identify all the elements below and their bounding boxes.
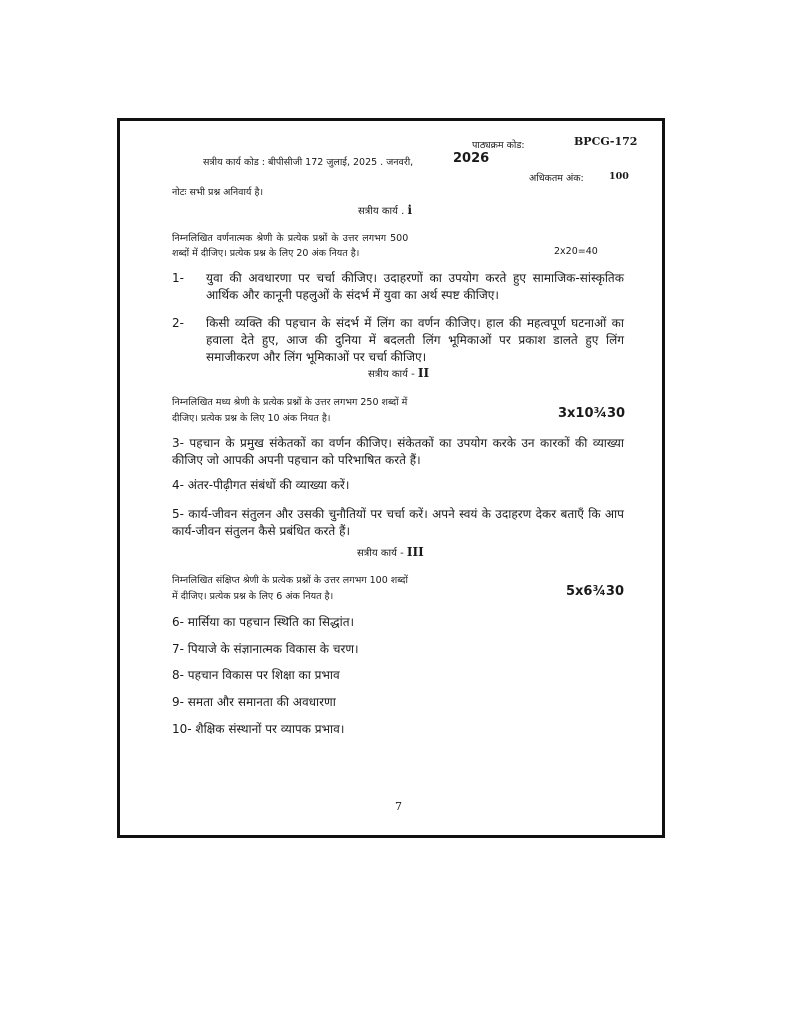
assignment-code-line: सत्रीय कार्य कोड : बीपीसीजी 172 जुलाई, 2025 . जनवरी,	[203, 157, 414, 168]
section-3-instruction-line1: निम्नलिखित संक्षिप्त श्रेणी के प्रत्येक प्रश्नों के उत्तर लगभग 100 शब्दों	[172, 575, 408, 586]
document-page	[117, 118, 665, 838]
course-code-label: पाठ्यक्रम कोड:	[472, 140, 525, 151]
course-code: BPCG-172	[574, 135, 638, 148]
section-1-instruction-line1: निम्नलिखित वर्णनात्मक श्रेणी के प्रत्येक प्रश्नों के उत्तर लगभग 500	[172, 233, 409, 244]
question-10: 10- शैक्षिक संस्थानों पर व्यापक प्रभाव।	[172, 722, 345, 736]
section-2-instruction-line1: निम्नलिखित मध्य श्रेणी के प्रत्येक प्रश्नों के उत्तर लगभग 250 शब्दों में	[172, 397, 408, 408]
section-2-instruction-line2: दीजिए। प्रत्येक प्रश्न के लिए 10 अंक नियत है।	[172, 413, 331, 424]
page-number: 7	[395, 800, 402, 813]
section-title-1: सत्रीय कार्य . i	[358, 203, 413, 217]
note: नोटः सभी प्रश्न अनिवार्य है।	[172, 187, 264, 198]
section-title-3: सत्रीय कार्य - III	[357, 545, 424, 559]
max-marks-label: अधिकतम अंक:	[529, 173, 584, 184]
question-number: 1-	[172, 271, 184, 285]
question-1: युवा की अवधारणा पर चर्चा कीजिए। उदाहरणों का उपयोग करते हुए सामाजिक-सांस्कृतिक आर्थिक और कानूनी पहलुओं के संदर्भ में युवा का अर्थ स्पष्ट कीजिए।	[206, 271, 624, 302]
section-2-marks: 3x10¾30	[558, 406, 626, 421]
year: 2026	[453, 151, 490, 166]
question-number: 2-	[172, 316, 184, 330]
section-title-2: सत्रीय कार्य - II	[368, 366, 430, 380]
max-marks: 100	[609, 171, 629, 182]
question-4: 4- अंतर-पीढ़ीगत संबंधों की व्याख्या करें।	[172, 478, 350, 492]
question-2: किसी व्यक्ति की पहचान के संदर्भ में लिंग का वर्णन कीजिए। हाल की महत्वपूर्ण घटनाओं का हवाला देते हुए, आज की दुनिया में बदलती लिंग भूमिकाओं पर प्रकाश डालते हुए लिंग समाजीकरण और लिंग भूमिकाओं पर चर्चा कीजिए।	[206, 316, 624, 364]
question-7: 7- पियाजे के संज्ञानात्मक विकास के चरण।	[172, 642, 359, 656]
question-3: 3- पहचान के प्रमुख संकेतकों का वर्णन कीजिए। संकेतकों का उपयोग करके उन कारकों की व्याख्या कीजिए जो आपकी अपनी पहचान को परिभाषित करते हैं।	[172, 436, 624, 467]
question-8: 8- पहचान विकास पर शिक्षा का प्रभाव	[172, 668, 340, 682]
question-5: 5- कार्य-जीवन संतुलन और उसकी चुनौतियों पर चर्चा करें। अपने स्वयं के उदाहरण देकर बताएँ कि आप कार्य-जीवन संतुलन कैसे प्रबंधित करते हैं।	[172, 507, 624, 538]
question-9: 9- समता और समानता की अवधारणा	[172, 695, 336, 709]
question-6: 6- मार्सिया का पहचान स्थिति का सिद्धांत।	[172, 615, 355, 629]
section-1-marks: 2x20=40	[554, 246, 598, 257]
section-1-instruction-line2: शब्दों में दीजिए। प्रत्येक प्रश्न के लिए 20 अंक नियत है।	[172, 248, 360, 259]
section-3-marks: 5x6¾30	[566, 584, 625, 599]
section-3-instruction-line2: में दीजिए। प्रत्येक प्रश्न के लिए 6 अंक नियत है।	[172, 591, 334, 602]
